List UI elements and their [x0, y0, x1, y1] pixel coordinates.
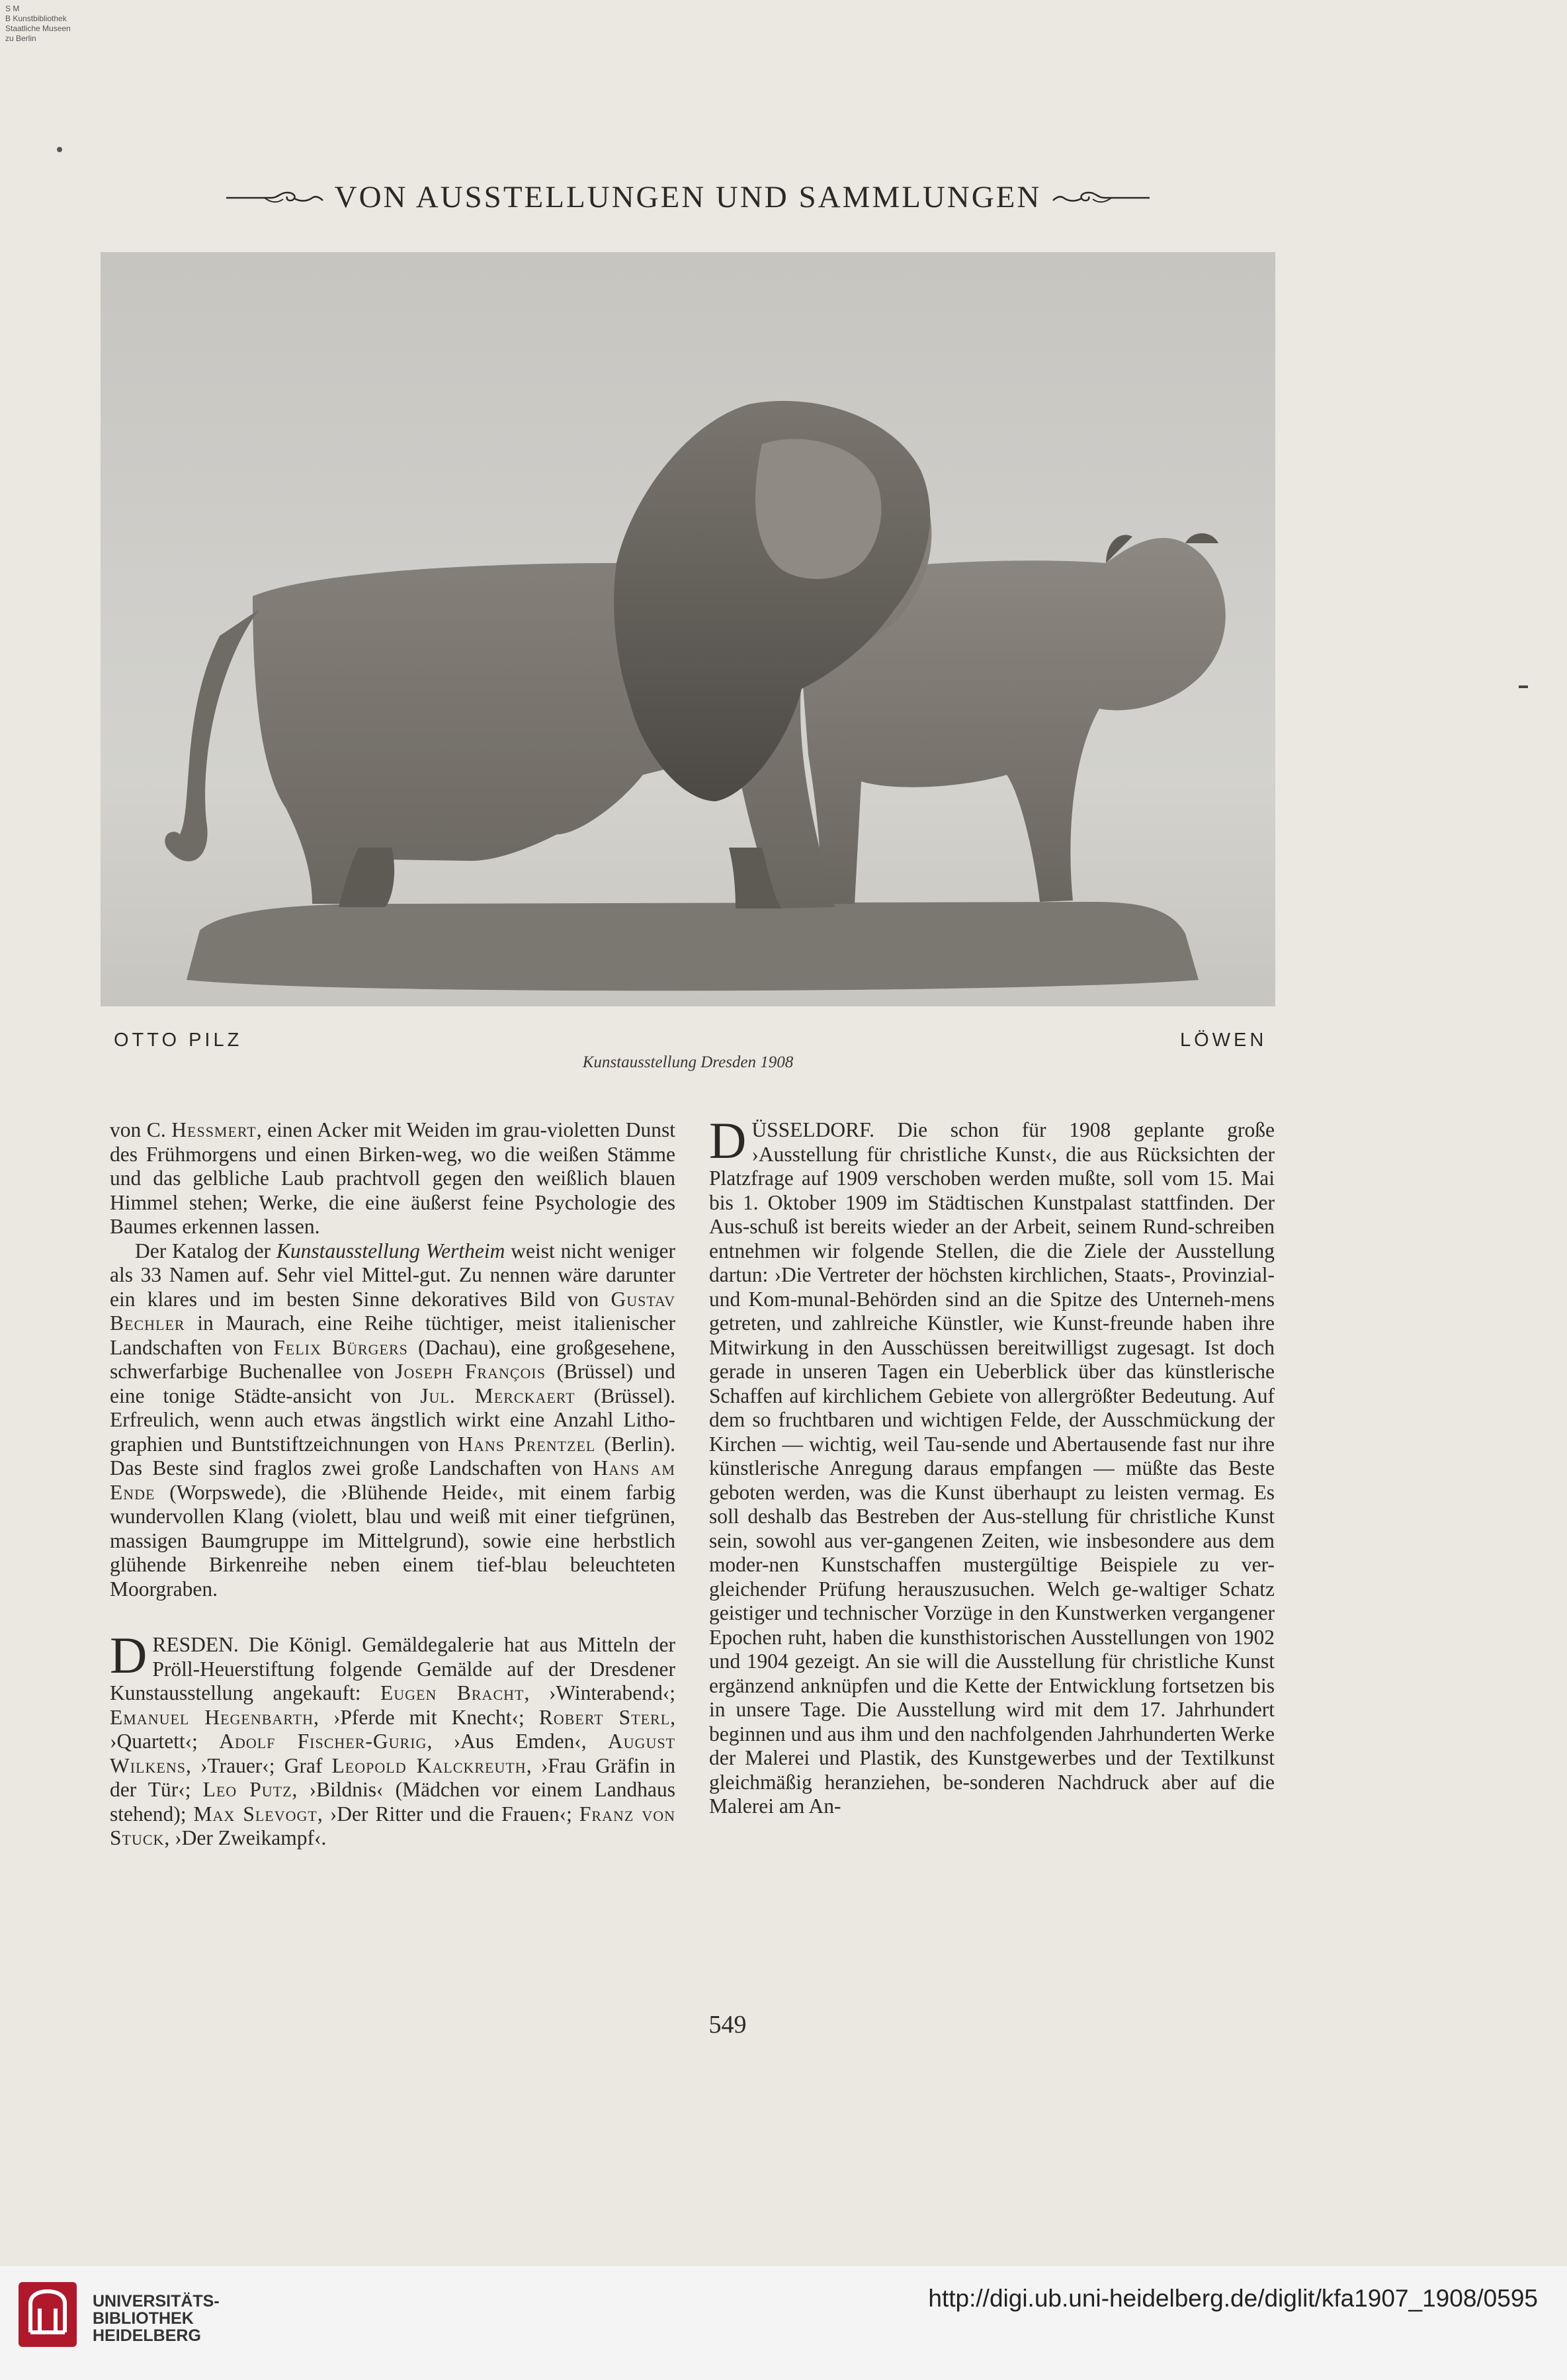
stamp-line: B Kunstbibliothek [5, 14, 67, 23]
sculpture-photograph [101, 252, 1275, 1006]
figure-caption: Kunstausstellung Dresden 1908 [582, 1053, 794, 1071]
page-number: 549 [708, 2011, 747, 2039]
archive-stamp [5, 4, 105, 44]
stamp-line: zu Berlin [5, 34, 36, 43]
drop-cap: D [110, 1626, 148, 1684]
left-column [110, 1118, 675, 1851]
left-ornament-icon [225, 187, 324, 207]
margin-mark [1519, 685, 1528, 688]
lions-sculpture-image [101, 252, 1275, 1006]
library-name: UNIVERSITÄTS- BIBLIOTHEK HEIDELBERG [93, 2292, 220, 2345]
stamp-line: Staatliche Museen [5, 24, 71, 33]
paragraph: Der Katalog der Kunstausstellung Wertheim weist nicht weniger als 33 Namen auf. Sehr viel Mittel-gut. Zu nennen wäre darunter ein klares und im besten Sinne dekoratives Bild von Gustav Bechler in Maurach, eine Reihe tüchtiger, meist italienischer Landschaften von Felix Bürgers (Dachau), eine großgesehene, schwerfarbige Buchenallee von Joseph François (Brüssel) und eine tonige Städte-ansicht von Jul. Merckaert (Brüssel). Erfreulich, wenn auch etwas ängstlich wirkt eine Anzahl Litho-graphien und Buntstiftzeichnungen von Hans Prentzel (Berlin). Das Beste sind fraglos zwei große Landschaften von Hans am Ende (Worpswede), die ›Blühende Heide‹, mit einem farbig wundervollen Klang (violett, blau und weiß mit einer tiefgrünen, massigen Baumgruppe im Mittelgrund), sowie eine herbstlich glühende Birkenreihe neben einem tief-blau beleuchteten Moorgraben. [110, 1239, 675, 1601]
right-ornament-icon [1052, 187, 1151, 207]
right-column [709, 1112, 1275, 1819]
figure-title: LÖWEN [1180, 1030, 1267, 1051]
section-header [218, 177, 1158, 217]
figure-artist: OTTO PILZ [114, 1030, 243, 1051]
drop-cap: D [709, 1112, 747, 1169]
paragraph-duesseldorf: DÜSSELDORF. Die schon für 1908 geplante große ›Ausstellung für christliche Kunst‹, die aus Rücksichten der Platzfrage auf 1909 verschoben werden mußte, soll vom 15. Mai bis 1. Oktober 1909 im Städtischen Kunstpalast stattfinden. Der Aus-schuß ist bereits wieder an der Arbeit, seinem Rund-schreiben entnehmen wir folgende Stellen, die die Ziele der Ausstellung dartun: ›Die Vertreter der höchsten kirchlichen, Staats-, Provinzial- und Kom-munal-Behörden sind an die Spitze des Unterneh-mens getreten, und zahlreiche Künstler, wie Kunst-freunde haben ihre Mitwirkung in den Ausschüssen bereitwilligst zugesagt. Ist doch gerade in unseren Tagen ein Ueberblick über das künstlerische Schaffen auf kirchlichem Gebiete von allergrößter Bedeutung. Auf dem so fruchtbaren und wichtigen Felde, der Ausschmückung der Kirchen — wichtig, weil Tau-sende und Abertausende fast nur ihre künstlerische Anregung daraus empfangen — müßte das Beste geboten werden, was die Kunst überhaupt zu leisten vermag. Es soll deshalb das Bestreben der Aus-stellung für christliche Kunst sein, sowohl aus ver-gangenen Zeiten, wie insbesondere aus dem moder-nen Kunstschaffen mustergültige Beispiele zu ver-gleichender Prüfung herauszusuchen. Welch ge-waltiger Schatz geistiger und technischer Vorzüge in den Kunstwerken vergangener Epochen ruht, haben die kunsthistorischen Ausstellungen von 1902 und 1904 gezeigt. An sie will die Ausstellung für christliche Kunst ergänzend anknüpfen und die Kette der Entwicklung fortsetzen bis in unsere Tage. Die Ausstellung wird mit dem 17. Jahrhundert beginnen und aus ihm und den nachfolgenden Jahrhunderten Werke der Malerei und Plastik, des Kunstgewerbes und der Textilkunst gleichmäßig heranziehen, be-sonderen Nachdruck aber auf die Malerei am An- [709, 1112, 1275, 1818]
paragraph: von C. Hessmert, einen Acker mit Weiden im grau-violetten Dunst des Frühmorgens und einen Birken-weg, wo die weißen Stämme und das gelbliche Laub prachtvoll gegen den weißlich blauen Himmel stehen; Werke, die eine äußerst feine Psychologie des Baumes erkennen lassen. [110, 1118, 675, 1238]
section-title: VON AUSSTELLUNGEN UND SAMMLUNGEN [334, 180, 1042, 214]
paragraph-dresden: DRESDEN. Die Königl. Gemäldegalerie hat aus Mitteln der Pröll-Heuerstiftung folgende Gemälde auf der Dresdener Kunstausstellung angekauft: Eugen Bracht, ›Winterabend‹; Emanuel Hegenbarth, ›Pferde mit Knecht‹; Robert Sterl, ›Quartett‹; Adolf Fischer-Gurig, ›Aus Emden‹, August Wilkens, ›Trauer‹; Graf Leopold Kalckreuth, ›Frau Gräfin in der Tür‹; Leo Putz, ›Bildnis‹ (Mädchen vor einem Landhaus stehend); Max Slevogt, ›Der Ritter und die Frauen‹; Franz von Stuck, ›Der Zweikampf‹. [110, 1626, 676, 1849]
permalink-url[interactable]: http://digi.ub.uni-heidelberg.de/diglit/kfa1907_1908/0595 [928, 2285, 1538, 2312]
stamp-line: S M [5, 4, 20, 13]
scan-speck [57, 147, 62, 152]
library-footer [0, 2266, 1567, 2380]
library-logo-icon [15, 2278, 81, 2351]
